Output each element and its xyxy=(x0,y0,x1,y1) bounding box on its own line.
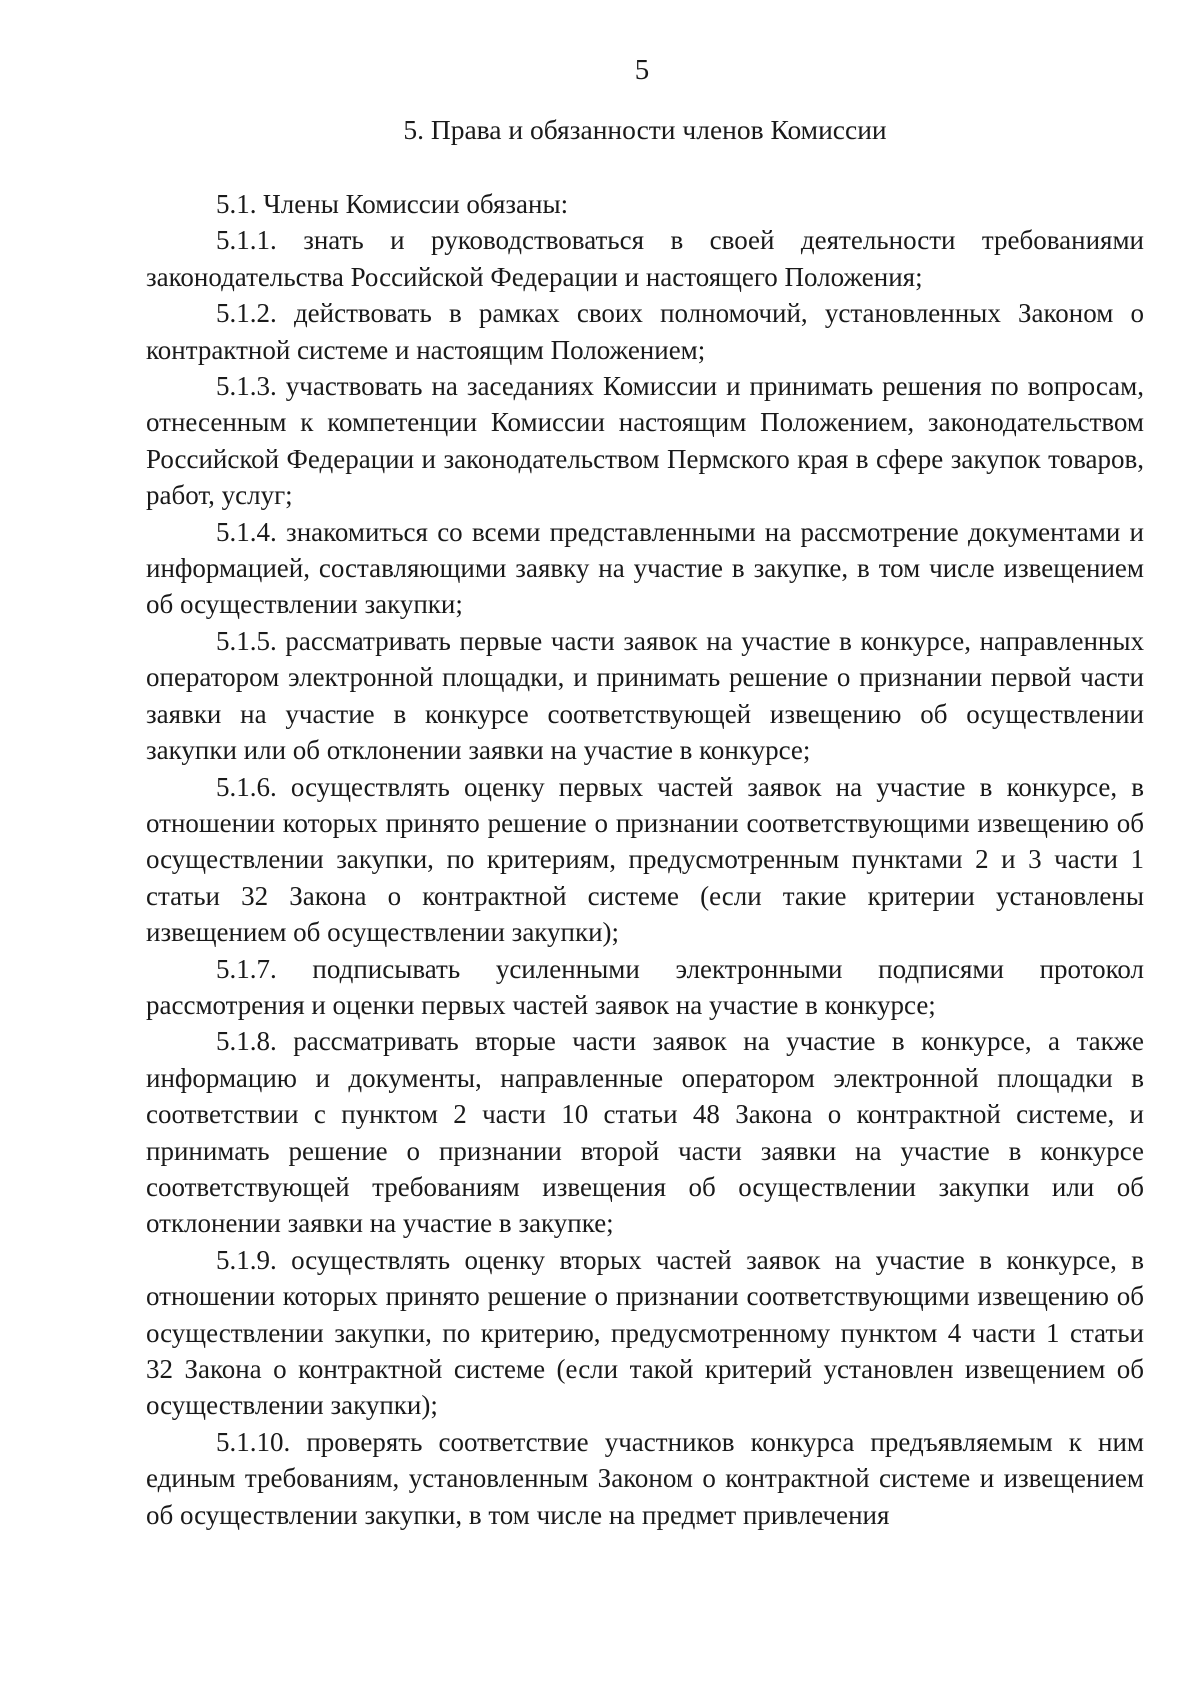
paragraph: 5.1.3. участвовать на заседаниях Комиссии и принимать решения по вопросам, отнесенным к компетенции Комиссии настоящим Положением, законодательством Российской Федерации и законодательством Пермского края в сфере закупок товаров, работ, услуг; xyxy=(146,371,1144,511)
section-title: 5. Права и обязанности членов Комиссии xyxy=(403,114,887,145)
document-body xyxy=(146,186,1144,1533)
paragraph: 5.1. Члены Комиссии обязаны: xyxy=(216,189,569,219)
paragraph: 5.1.8. рассматривать вторые части заявок на участие в конкурсе, а также информацию и документы, направленные оператором электронной площадки в соответствии с пунктом 2 части 10 статьи 48 Закона о контрактной системе, и принимать решение о признании второй части заявки на участие в конкурсе соответствующей требованиям извещения об осуществлении закупки или об отклонении заявки на участие в закупке; xyxy=(146,1026,1144,1239)
paragraph: 5.1.9. осуществлять оценку вторых частей заявок на участие в конкурсе, в отношении которых принято решение о признании соответствующими извещению об осуществлении закупки, по критерию, предусмотренному пунктом 4 части 1 статьи 32 Закона о контрактной системе (если такой критерий установлен извещением об осуществлении закупки); xyxy=(146,1244,1144,1421)
paragraph: 5.1.2. действовать в рамках своих полномочий, установленных Законом о контрактной системе и настоящим Положением; xyxy=(146,298,1144,365)
paragraph: 5.1.7. подписывать усиленными электронными подписями протокол рассмотрения и оценки первых частей заявок на участие в конкурсе; xyxy=(146,953,1144,1020)
paragraph: 5.1.1. знать и руководствоваться в своей деятельности требованиями законодательства Российской Федерации и настоящего Положения; xyxy=(146,225,1144,292)
paragraph: 5.1.4. знакомиться со всеми представленными на рассмотрение документами и информацией, составляющими заявку на участие в закупке, в том числе извещением об осуществлении закупки; xyxy=(146,516,1144,620)
paragraph: 5.1.5. рассматривать первые части заявок на участие в конкурсе, направленных оператором электронной площадки, и принимать решение о признании первой части заявки на участие в конкурсе соответствующей извещению об осуществлении закупки или об отклонении заявки на участие в конкурсе; xyxy=(146,625,1144,766)
page-number: 5 xyxy=(634,54,650,86)
paragraph: 5.1.6. осуществлять оценку первых частей заявок на участие в конкурсе, в отношении которых принято решение о признании соответствующими извещению об осуществлении закупки, по критериям, предусмотренным пунктами 2 и 3 части 1 статьи 32 Закона о контрактной системе (если такие критерии установлены извещением об осуществлении закупки); xyxy=(146,771,1144,948)
paragraph: 5.1.10. проверять соответствие участников конкурса предъявляемым к ним единым требованиям, установленным Законом о контрактной системе и извещением об осуществлении закупки, в том числе на предмет привлечения xyxy=(146,1426,1144,1530)
